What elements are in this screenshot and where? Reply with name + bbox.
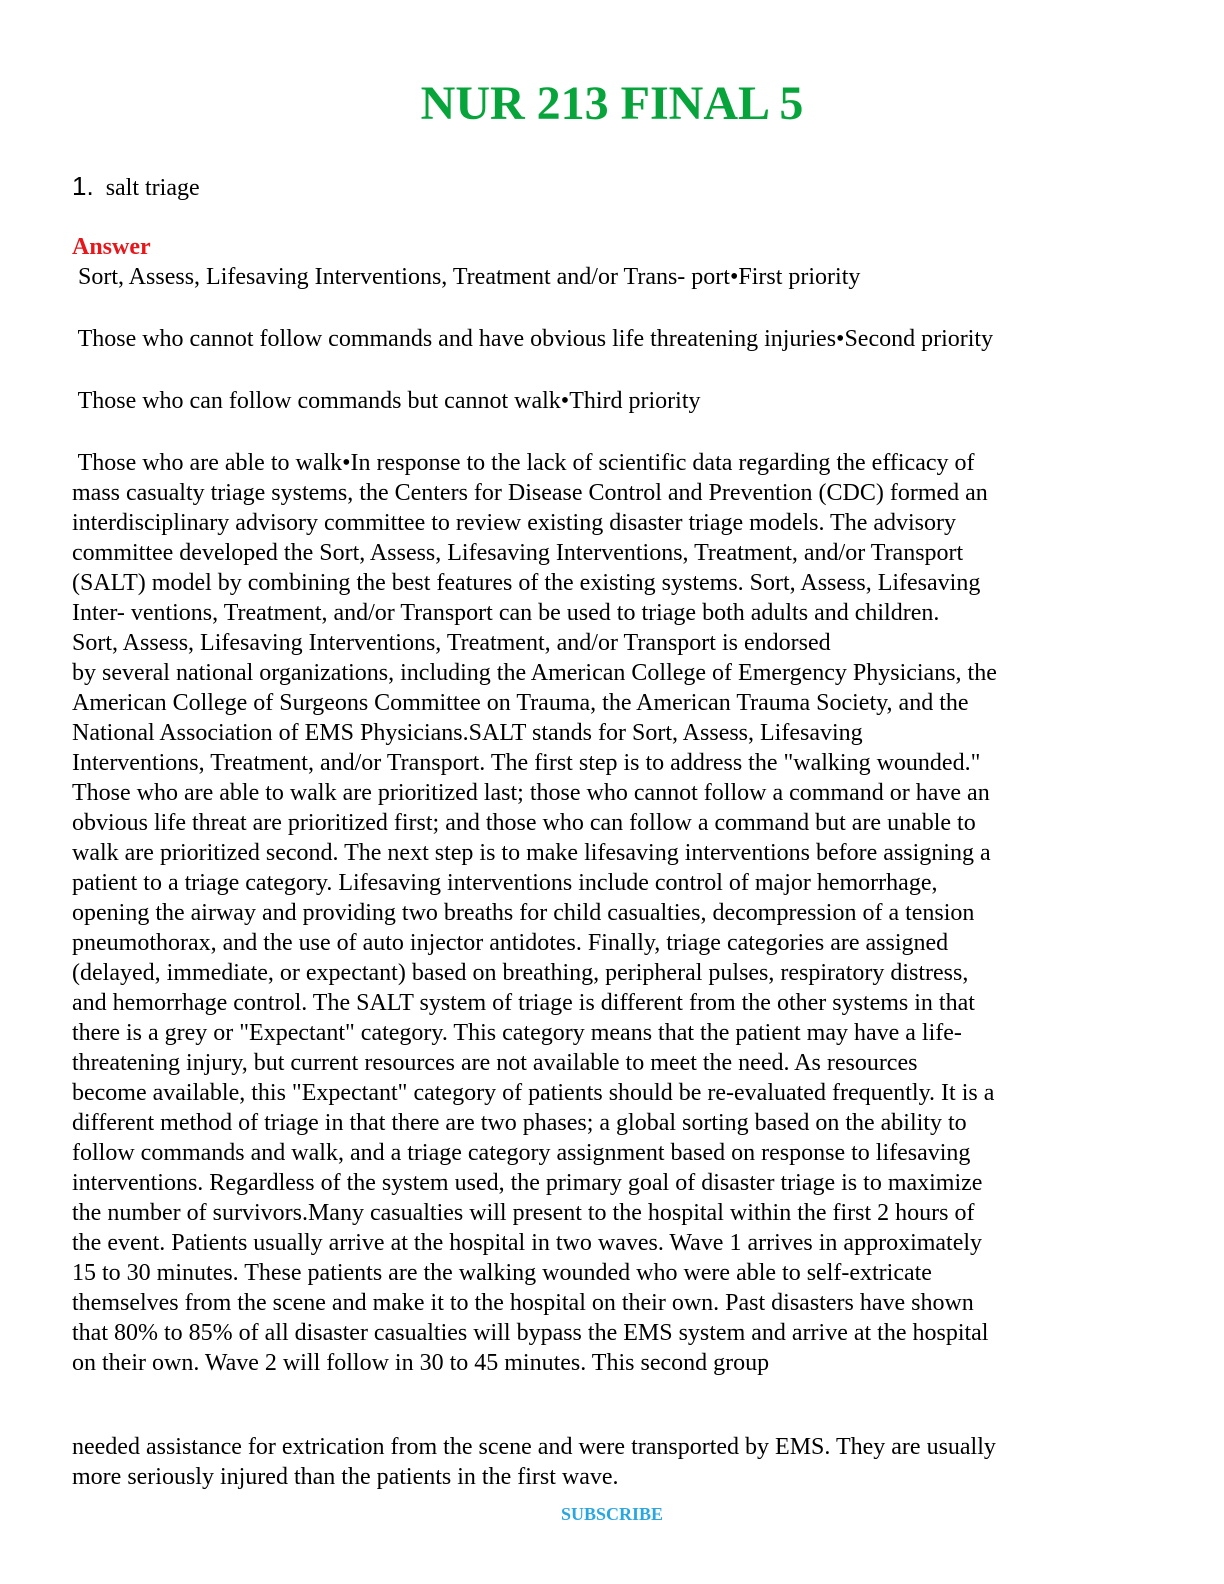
answer-line: Interventions, Treatment, and/or Transport. The first step is to address the "walking wounded." xyxy=(72,750,981,776)
answer-line: (SALT) model by combining the best features of the existing systems. Sort, Assess, Lifesaving xyxy=(72,570,981,596)
answer-line: needed assistance for extrication from the scene and were transported by EMS. They are usually xyxy=(72,1434,996,1460)
answer-line: American College of Surgeons Committee on Trauma, the American Trauma Society, and the xyxy=(72,690,969,716)
answer-line: Sort, Assess, Lifesaving Interventions, Treatment, and/or Transport is endorsed xyxy=(72,630,831,656)
question-number: 1. xyxy=(72,171,94,201)
answer-line: 15 to 30 minutes. These patients are the walking wounded who were able to self-extricate xyxy=(72,1260,932,1286)
answer-paragraph-1 xyxy=(72,262,860,292)
answer-paragraph-3 xyxy=(72,386,701,416)
answer-paragraph-5 xyxy=(72,1432,996,1492)
answer-paragraph-4 xyxy=(72,448,997,1378)
subscribe-link[interactable]: SUBSCRIBE xyxy=(560,1504,664,1524)
answer-line: interdisciplinary advisory committee to review existing disaster triage models. The advisory xyxy=(72,510,957,536)
answer-line: and hemorrhage control. The SALT system of triage is different from the other systems in that xyxy=(72,990,975,1016)
answer-line: mass casualty triage systems, the Centers for Disease Control and Prevention (CDC) formed an xyxy=(72,480,988,506)
answer-line: by several national organizations, including the American College of Emergency Physicians, the xyxy=(72,660,997,686)
document-title: NUR 213 FINAL 5 xyxy=(420,77,804,130)
answer-line: the number of survivors.Many casualties will present to the hospital within the first 2 hours of xyxy=(72,1200,975,1226)
question-text: salt triage xyxy=(105,175,200,201)
answer-line: interventions. Regardless of the system used, the primary goal of disaster triage is to maximize xyxy=(72,1170,983,1196)
answer-line: committee developed the Sort, Assess, Lifesaving Interventions, Treatment, and/or Transport xyxy=(72,540,964,566)
answer-line: themselves from the scene and make it to the hospital on their own. Past disasters have shown xyxy=(72,1290,974,1316)
answer-paragraph-2 xyxy=(72,324,993,354)
answer-line: the event. Patients usually arrive at the hospital in two waves. Wave 1 arrives in approximately xyxy=(72,1230,983,1256)
answer-line: opening the airway and providing two breaths for child casualties, decompression of a tension xyxy=(72,900,975,926)
answer-line: become available, this "Expectant" category of patients should be re-evaluated frequently. It is a xyxy=(72,1080,995,1106)
answer-line: patient to a triage category. Lifesaving interventions include control of major hemorrhage, xyxy=(72,870,938,896)
answer-line: threatening injury, but current resources are not available to meet the need. As resources xyxy=(72,1050,918,1076)
answer-label: Answer xyxy=(72,234,151,260)
answer-line: there is a grey or "Expectant" category. This category means that the patient may have a life- xyxy=(72,1020,962,1046)
answer-line: Inter- ventions, Treatment, and/or Transport can be used to triage both adults and children. xyxy=(72,600,940,626)
question-1 xyxy=(72,170,200,204)
answer-line: on their own. Wave 2 will follow in 30 to 45 minutes. This second group xyxy=(72,1350,770,1376)
answer-line: Those who are able to walk are prioritized last; those who cannot follow a command or have an xyxy=(72,780,990,806)
answer-line: more seriously injured than the patients in the first wave. xyxy=(72,1464,619,1490)
answer-line: Sort, Assess, Lifesaving Interventions, Treatment and/or Trans- port•First priority xyxy=(72,264,861,290)
answer-line: that 80% to 85% of all disaster casualties will bypass the EMS system and arrive at the hospital xyxy=(72,1320,989,1346)
answer-line: Those who are able to walk•In response to the lack of scientific data regarding the efficacy of xyxy=(72,450,975,476)
answer-line: follow commands and walk, and a triage category assignment based on response to lifesaving xyxy=(72,1140,971,1166)
answer-line: obvious life threat are prioritized first; and those who can follow a command but are unable to xyxy=(72,810,976,836)
answer-line: Those who cannot follow commands and have obvious life threatening injuries•Second priority xyxy=(72,326,994,352)
answer-line: National Association of EMS Physicians.SALT stands for Sort, Assess, Lifesaving xyxy=(72,720,863,746)
answer-line: walk are prioritized second. The next step is to make lifesaving interventions before assigning a xyxy=(72,840,991,866)
answer-line: (delayed, immediate, or expectant) based on breathing, peripheral pulses, respiratory distress, xyxy=(72,960,969,986)
answer-line: different method of triage in that there are two phases; a global sorting based on the ability to xyxy=(72,1110,967,1136)
answer-line: Those who can follow commands but cannot walk•Third priority xyxy=(72,388,701,414)
answer-line: pneumothorax, and the use of auto injector antidotes. Finally, triage categories are assigned xyxy=(72,930,949,956)
